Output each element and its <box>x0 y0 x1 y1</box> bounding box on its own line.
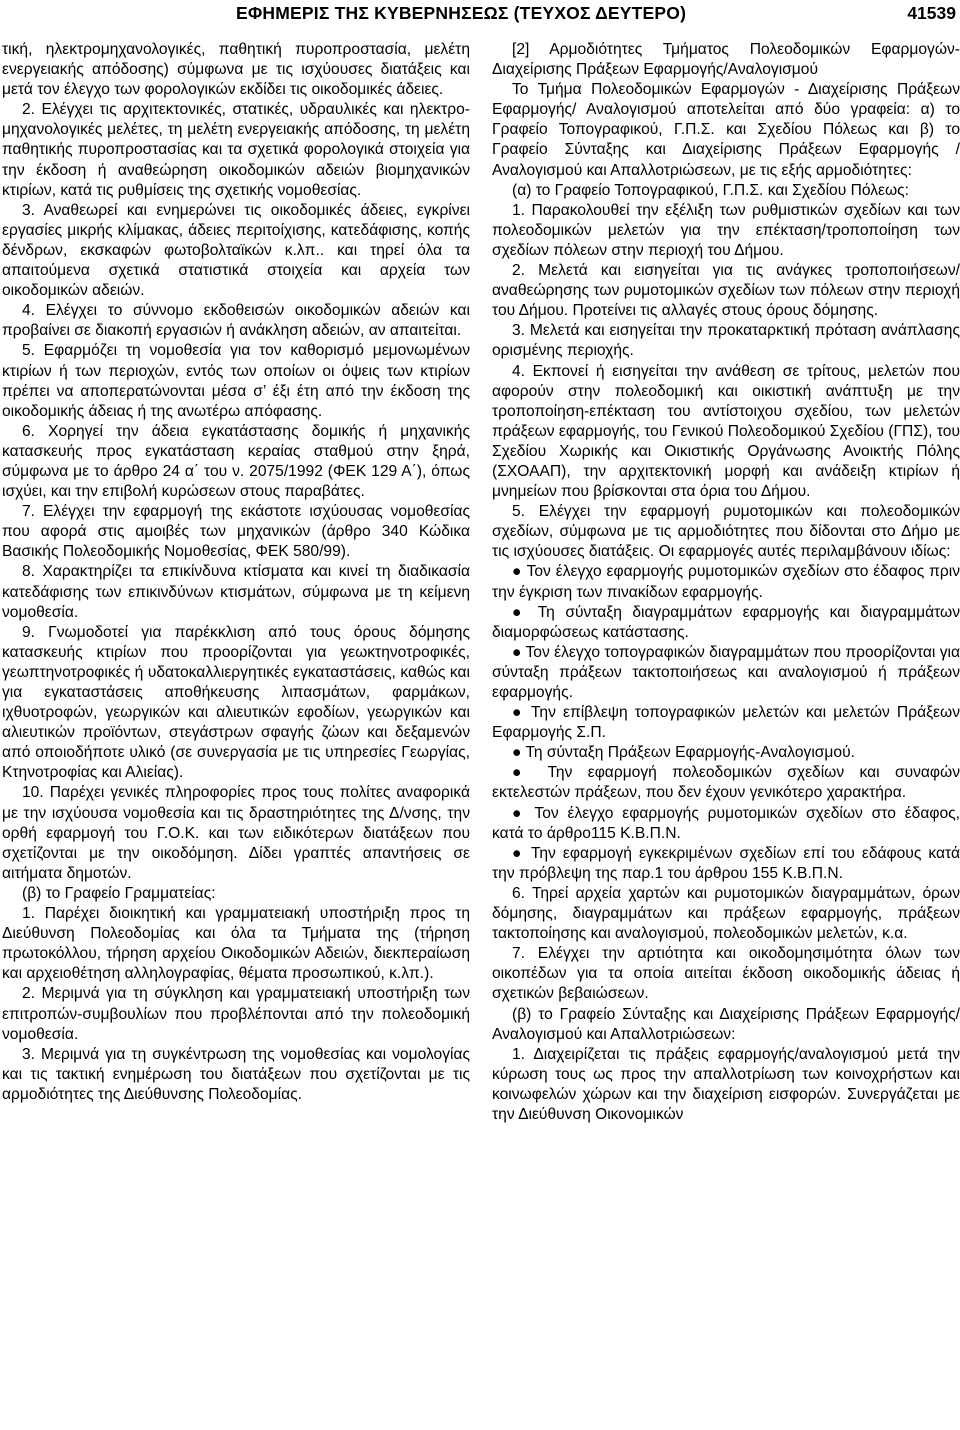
bullet-item: ● Τον έλεγχο εφαρμογής ρυμοτομικών σχεδίων στο έδαφος πριν την έγκριση των πινακίδων εφαρμογής. <box>492 563 960 601</box>
paragraph: 2. Μελετά και εισηγείται για τις ανάγκες τροποποιήσεων/αναθεώρησης των ρυμοτομικών σχεδίων των πόλεων στην περιοχή του Δήμου. Προτείνει τις αλλαγές στους όρους δόμησης. <box>492 262 960 320</box>
paragraph: 7. Ελέγχει την εφαρμογή της εκάστοτε ισχύουσας νομοθεσίας που αφορά στις αμοιβές των μηχανικών (άρθρο 340 Κώδικα Βασικής Πολεοδομικής Νομοθεσίας, ΦΕΚ 580/99). <box>2 503 470 561</box>
bullet-item: ● Την εφαρμογή πολεοδομικών σχεδίων και συναφών εκτελεστών πράξεων, που δεν έχουν γενικότερο χαρακτήρα. <box>492 764 960 802</box>
paragraph: Το Τμήμα Πολεοδομικών Εφαρμογών - Διαχείρισης Πράξεων Εφαρμογής/ Αναλογισμού αποτελείται από δύο γραφεία: α) το Γραφείο Τοπογραφικού, Γ.Π.Σ. και Σχεδίου Πόλεως και β) το Γραφείο Σύνταξης και Διαχείρισης Πράξεων Εφαρμογής / Αναλογισμού και Απαλλοτριώσεων, με τις εξής αρμοδιότητες: <box>492 81 960 179</box>
page-header <box>0 0 960 34</box>
gazette-title: ΕΦΗΜΕΡΙΣ ΤΗΣ ΚΥΒΕΡΝΗΣΕΩΣ (ΤΕΥΧΟΣ ΔΕΥΤΕΡΟ) <box>236 3 687 23</box>
paragraph: 3. Μελετά και εισηγείται την προκαταρκτική πρόταση ανάπλασης ορισμένης περιοχής. <box>492 322 960 360</box>
paragraph: 6. Χορηγεί την άδεια εγκατάστασης δομικής ή μηχανικής κατασκευής προς εγκατάσταση κεραίας σταθμού στην ξηρά, σύμφωνα με το άρθρο 24 α΄ του ν. 2075/1992 (ΦΕΚ 129 Α΄), όπως ισχύει, και την επιβολή κυρώσεων στους παραβάτες. <box>2 422 470 501</box>
paragraph: 1. Παρέχει διοικητική και γραμματειακή υποστήριξη προς τη Διεύθυνση Πολεοδομίας και όλα τα Τμήματα της (τήρηση πρωτοκόλλου, τήρηση αρχείου Οικοδομικών Αδειών, διεκπεραίωση και αρχειοθέτηση αλληλογραφίας, θέματα προσωπικού, κ.λπ.). <box>2 905 470 983</box>
paragraph: 9. Γνωμοδοτεί για παρέκκλιση από τους όρους δόμησης κατασκευής κτιρίων που προορίζονται για γεωκτηνοτροφικές, γεωπτηνοτροφικές ή υδατοκαλλιεργητικές εγκαταστάσεις, καθώς και για εγκαταστάσεις αποθήκευσης λιπασμάτων, φαρμάκων, ιχθυοτροφών, γεωργικών και αλιευτικών εφοδίων, γεωργικών και αλιευτικών προϊόντων, στεγάστρων σφαγής ζώων και δεξαμενών από οποιοδήποτε υλικό (σε συνεργασία με τις υπηρεσίες Γεωργίας, Κτηνοτροφίας και Αλιείας). <box>2 623 470 782</box>
section-heading: (β) το Γραφείο Γραμματείας: <box>22 884 216 902</box>
paragraph: 2. Μεριμνά για τη σύγκληση και γραμματειακή υποστήριξη των επιτροπών-συμβουλίων που προβλέπονται από την πολεοδομική νομοθεσία. <box>2 985 470 1043</box>
section-heading: [2] Αρμοδιότητες Τμήματος Πολεοδομικών Εφαρμογών-Διαχείρισης Πράξεων Εφαρμογής/Αναλογισμού <box>492 41 960 79</box>
page-number: 41539 <box>907 3 956 23</box>
paragraph: 1. Παρακολουθεί την εξέλιξη των ρυθμιστικών σχεδίων και των πολεοδομικών μελετών για την επέκταση/τροποποίηση των σχεδίων πόλεων στην περιοχή του Δήμου. <box>492 201 960 259</box>
paragraph: τική, ηλεκτρομηχανολογικές, παθητική πυροπροστασία, μελέτη ενεργειακής απόδοσης) σύμφωνα με τις ισχύουσες διατάξεις και μετά τον έλεγχο των φορολογικών εκδίδει τις οικοδομικές άδειες. <box>2 41 470 99</box>
bullet-item: ● Τη σύνταξη διαγραμμάτων εφαρμογής και διαγραμμάτων διαμορφώσεως κατάστασης. <box>492 603 960 641</box>
paragraph: 6. Τηρεί αρχεία χαρτών και ρυμοτομικών διαγραμμάτων, όρων δόμησης, διαγραμμάτων και πράξεων εφαρμογής, πράξεων τακτοποίησης και αναλογισμού, πολεοδομικών μελετών, κ.α. <box>492 884 960 943</box>
bullet-item: ● Τον έλεγχο τοπογραφικών διαγραμμάτων που προορίζονται για σύνταξη πράξεων τακτοποιήσεως και αναλογισμού ή πράξεων εφαρμογής. <box>492 643 960 701</box>
section-heading: (β) το Γραφείο Σύνταξης και Διαχείρισης Πράξεων Εφαρμογής/Αναλογισμού και Απαλλοτριώσεων: <box>492 1005 960 1043</box>
bullet-item: ● Την εφαρμογή εγκεκριμένων σχεδίων επί του εδάφους κατά την πρόβλεψη της παρ.1 του άρθρου 155 Κ.Β.Π.Ν. <box>492 844 960 882</box>
bullet-item: ● Τη σύνταξη Πράξεων Εφαρμογής-Αναλογισμού. <box>512 744 855 762</box>
right-column <box>492 40 960 1125</box>
paragraph: 1. Διαχειρίζεται τις πράξεις εφαρμογής/αναλογισμού μετά την κύρωση τους ως προς την απαλλοτρίωση των κοινοχρήστων και κοινωφελών χώρων και την διαχείριση εισφορών. Συνεργάζεται με την Διεύθυνση Οικονομικών <box>492 1045 960 1123</box>
paragraph: 8. Χαρακτηρίζει τα επικίνδυνα κτίσματα και κινεί τη διαδικασία κατεδάφισης των επικινδύνων κτισμάτων, σύμφωνα με τη κείμενη νομοθεσία. <box>2 563 470 621</box>
paragraph: 4. Εκπονεί ή εισηγείται την ανάθεση σε τρίτους, μελετών που αφορούν στην πολεοδομική και οικιστική ανάπτυξη με την τροποποίηση-επέκταση του αντίστοιχου σχεδίου, των μελετών πράξεων εφαρμογής, του Γενικού Πολεοδομικού Σχεδίου (ΓΠΣ), του Σχεδίου Χωρικής και Οικιστικής Οργάνωσης Ανοικτής Πόλης (ΣΧΟΑΑΠ), την αρχιτεκτονική μορφή και ανάδειξη κτιρίων ή μνημείων που βρίσκονται στα όρια του Δήμου. <box>492 362 960 501</box>
paragraph: 4. Ελέγχει το σύννομο εκδοθεισών οικοδομικών αδειών και προβαίνει σε διακοπή εργασιών ή ανάκληση αδειών, αν απαιτείται. <box>2 302 470 340</box>
paragraph: 5. Εφαρμόζει τη νομοθεσία για τον καθορισμό μεμονωμένων κτιρίων ή των περιοχών, εντός των οποίων οι όψεις των κτιρίων πρέπει να αποπερατώνονται μέσα σ’ έξι έτη από την έκδοση της οικοδομικής άδειας ή της ανωτέρω απόφασης. <box>2 342 470 420</box>
paragraph: 3. Αναθεωρεί και ενημερώνει τις οικοδομικές άδειες, εγκρίνει εργασίες μικρής κλίμακας, άδειες περιτοίχισης, κατεδάφισης, κοπής δένδρων, εκσκαφών φωτοβολταϊκών κ.λπ.. και τηρεί όλα τα απαιτούμενα σχετικά στατιστικά στοιχεία και αρχεία των οικοδομικών αδειών. <box>2 201 470 300</box>
paragraph: 10. Παρέχει γενικές πληροφορίες προς τους πολίτες αναφορικά με την ισχύουσα νομοθεσία και τις δραστηριότητες της Δ/νσης, την ορθή εφαρμογή του Γ.Ο.Κ. και των ειδικότερων διατάξεων που σχετίζονται με την οικοδόμηση. Δίδει γραπτές απαντήσεις σε αιτήματα δημοτών. <box>2 784 470 882</box>
left-column <box>2 40 470 1105</box>
section-heading: (α) το Γραφείο Τοπογραφικού, Γ.Π.Σ. και Σχεδίου Πόλεως: <box>512 181 909 199</box>
paragraph: 7. Ελέγχει την αρτιότητα και οικοδομησιμότητα όλων των οικοπέδων για τα οποία αιτείται έκδοση οικοδομικής άδειας ή σχετικών βεβαιώσεων. <box>492 945 960 1003</box>
bullet-item: ● Την επίβλεψη τοπογραφικών μελετών και μελετών Πράξεων Εφαρμογής Σ.Π. <box>492 704 960 742</box>
bullet-item: ● Τον έλεγχο εφαρμογής ρυμοτομικών σχεδίων στο έδαφος, κατά το άρθρο115 Κ.Β.Π.Ν. <box>492 804 960 842</box>
paragraph: 3. Μεριμνά για τη συγκέντρωση της νομοθεσίας και νομολογίας και τις τακτική ενημέρωση του διατάξεων που σχετίζονται με τις αρμοδιότητες της Διεύθυνσης Πολεοδομίας. <box>2 1045 470 1103</box>
paragraph: 5. Ελέγχει την εφαρμογή ρυμοτομικών και πολεοδομικών σχεδίων, σύμφωνα με τις αρμοδιότητες που δίδονται στο Δήμο με τις ισχύουσες διατάξεις. Οι εφαρμογές αυτές περιλαμβάνουν ιδίως: <box>492 503 960 561</box>
paragraph: 2. Ελέγχει τις αρχιτεκτονικές, στατικές, υδραυλικές και ηλεκτρο-μηχανολογικές μελέτες, τη μελέτη ενεργειακής απόδοσης, τη μελέτη παθητικής πυροπροστασίας και τα σχετικά φορολογικά στοιχεία για την έκδοση ή αναθεώρηση οικοδομικών αδειών βιομηχανικών κτιρίων, κατά τις ρυθμίσεις της σχετικής νομοθεσίας. <box>2 101 470 199</box>
